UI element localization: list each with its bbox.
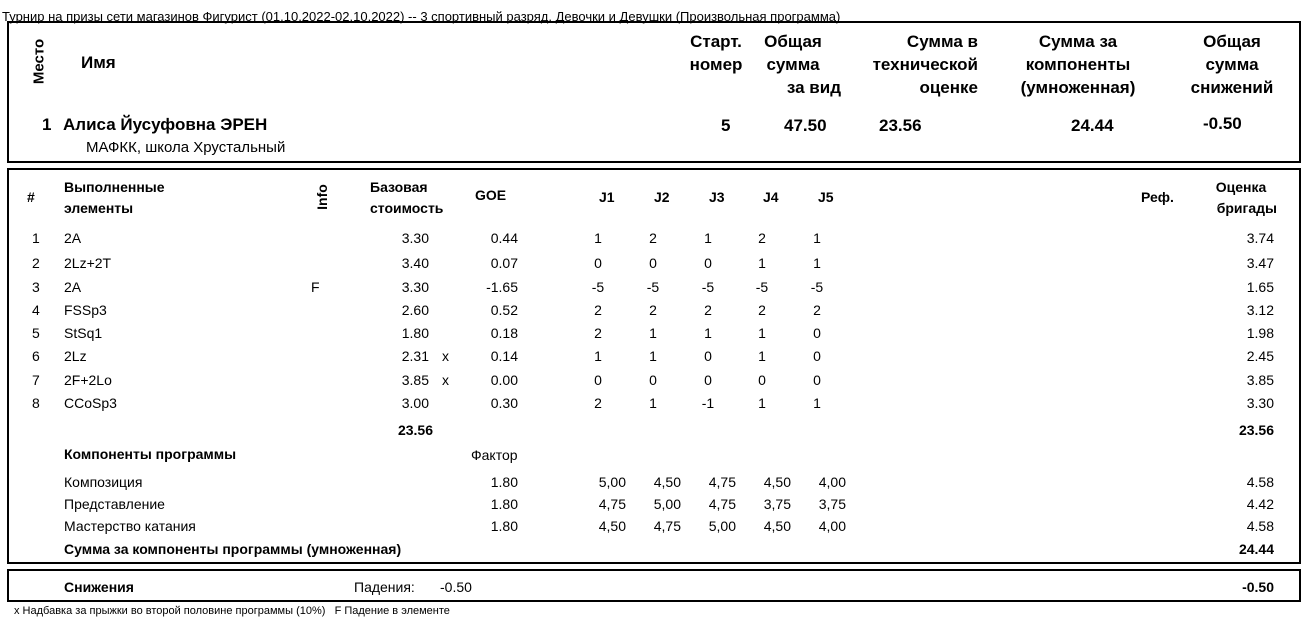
- element-goe: 0.52: [490, 302, 518, 318]
- element-judge-score: 2: [758, 230, 766, 246]
- skater-place: 1: [42, 115, 52, 134]
- component-factor: 1.80: [490, 474, 518, 490]
- element-judge-score: 0: [594, 255, 602, 271]
- col-j4-header: J4: [763, 189, 779, 205]
- element-judge-score: 1: [813, 395, 821, 411]
- element-judge-score: 1: [813, 230, 821, 246]
- col-elements-line2: элементы: [64, 200, 134, 216]
- component-panel-score: 4.58: [1246, 474, 1274, 490]
- skater-total-score: 47.50: [784, 116, 827, 135]
- col-tech-header: [855, 30, 978, 99]
- element-base-value: 3.30: [401, 279, 429, 295]
- col-base-header: [370, 177, 443, 219]
- component-judge-score: 4,50: [653, 474, 681, 490]
- element-judge-score: 2: [649, 302, 657, 318]
- falls-value: -0.50: [440, 579, 472, 595]
- col-tech-line1: Сумма в: [906, 32, 978, 51]
- component-judge-score: 3,75: [818, 496, 846, 512]
- skater-tes: 23.56: [879, 116, 922, 135]
- components-sum-label: Сумма за компоненты программы (умноженная): [64, 541, 402, 557]
- element-judge-score: 1: [594, 230, 602, 246]
- component-judge-score: 4,75: [598, 496, 626, 512]
- skater-club: МАФКК, школа Хрустальный: [86, 139, 286, 156]
- element-number: 5: [32, 325, 40, 341]
- element-judge-score: -5: [755, 279, 769, 295]
- deductions-label: Снижения: [64, 579, 134, 595]
- element-judge-score: -5: [591, 279, 605, 295]
- element-goe: 0.30: [490, 395, 518, 411]
- element-goe: 0.14: [490, 348, 518, 364]
- component-judge-score: 4,50: [763, 474, 791, 490]
- col-total-line3: за вид: [786, 78, 841, 97]
- element-panel-score: 1.98: [1246, 325, 1274, 341]
- col-elements-header: [64, 177, 165, 219]
- col-base-line1: Базовая: [370, 179, 428, 195]
- element-name: 2F+2Lo: [64, 372, 112, 388]
- element-judge-score: 2: [649, 230, 657, 246]
- col-j1-header: J1: [599, 189, 615, 205]
- component-panel-score: 4.42: [1246, 496, 1274, 512]
- element-judge-score: -5: [646, 279, 660, 295]
- element-name: 2A: [64, 279, 82, 295]
- element-number: 7: [32, 372, 40, 388]
- deductions-box: [7, 569, 1301, 602]
- factor-header: Фактор: [471, 447, 518, 463]
- base-value-total: 23.56: [397, 422, 433, 438]
- col-info-header: Info: [314, 184, 330, 210]
- element-judge-score: 1: [813, 255, 821, 271]
- component-name: Представление: [64, 496, 165, 512]
- element-number: 1: [32, 230, 40, 246]
- element-info: F: [311, 279, 320, 295]
- element-judge-score: -1: [701, 395, 715, 411]
- element-judge-score: 1: [649, 348, 657, 364]
- element-number: 6: [32, 348, 40, 364]
- element-judge-score: 0: [813, 325, 821, 341]
- col-score-line2: бригады: [1216, 200, 1277, 216]
- element-judge-score: 0: [813, 348, 821, 364]
- falls-label: Падения:: [354, 579, 415, 595]
- col-comp-line2: компоненты: [1025, 55, 1131, 74]
- col-tech-line2: технической: [872, 55, 978, 74]
- element-judge-score: 1: [594, 348, 602, 364]
- element-judge-score: 1: [649, 395, 657, 411]
- element-base-value: 3.00: [401, 395, 429, 411]
- col-ded-line3: снижений: [1190, 78, 1274, 97]
- col-j2-header: J2: [654, 189, 670, 205]
- event-header: Турнир на призы сети магазинов Фигурист (01.10.2022-02.10.2022) -- 3 спортивный разряд, Девочки и Девушки (Произвольная программа): [2, 9, 841, 24]
- element-judge-score: 0: [758, 372, 766, 388]
- skater-deductions: -0.50: [1203, 114, 1242, 133]
- element-judge-score: 1: [649, 325, 657, 341]
- element-judge-score: 1: [704, 230, 712, 246]
- element-score-total: 23.56: [1238, 422, 1274, 438]
- skater-name: Алиса Йусуфовна ЭРЕН: [63, 115, 268, 134]
- skater-start-number: 5: [721, 116, 731, 135]
- element-base-value: 3.30: [401, 230, 429, 246]
- element-judge-score: 0: [704, 255, 712, 271]
- element-bonus-flag: x: [442, 372, 449, 388]
- col-base-line2: стоимость: [370, 200, 444, 216]
- col-ref-header: Реф.: [1141, 189, 1174, 205]
- col-j5-header: J5: [818, 189, 834, 205]
- element-goe: -1.65: [486, 279, 518, 295]
- component-judge-score: 4,50: [763, 518, 791, 534]
- col-ded-line1: Общая: [1203, 32, 1261, 51]
- footnote: x Надбавка за прыжки во второй половине программы (10%) F Падение в элементе: [14, 605, 450, 617]
- element-goe: 0.18: [490, 325, 518, 341]
- col-number-header: #: [27, 189, 35, 205]
- component-judge-score: 4,75: [708, 474, 736, 490]
- component-judge-score: 5,00: [598, 474, 626, 490]
- col-comp-header: [1010, 30, 1146, 99]
- col-place-header: Место: [30, 38, 48, 85]
- element-number: 2: [32, 255, 40, 271]
- col-name-header: Имя: [81, 53, 116, 72]
- element-panel-score: 3.74: [1246, 230, 1274, 246]
- component-judge-score: 4,75: [653, 518, 681, 534]
- deductions-total: -0.50: [1242, 579, 1274, 595]
- element-panel-score: 3.85: [1246, 372, 1274, 388]
- col-comp-line1: Сумма за: [1038, 32, 1118, 51]
- col-ded-header: [1184, 30, 1280, 99]
- col-elements-line1: Выполненные: [64, 179, 165, 195]
- component-judge-score: 5,00: [708, 518, 736, 534]
- col-start-line2: номер: [689, 55, 743, 74]
- element-name: CCoSp3: [64, 395, 117, 411]
- element-judge-score: 0: [704, 348, 712, 364]
- component-factor: 1.80: [490, 518, 518, 534]
- element-number: 3: [32, 279, 40, 295]
- component-judge-score: 4,50: [598, 518, 626, 534]
- col-score-header: [1197, 177, 1285, 219]
- element-panel-score: 3.47: [1246, 255, 1274, 271]
- element-base-value: 2.60: [401, 302, 429, 318]
- component-name: Мастерство катания: [64, 518, 196, 534]
- element-goe: 0.00: [490, 372, 518, 388]
- element-goe: 0.44: [490, 230, 518, 246]
- element-judge-score: 2: [594, 325, 602, 341]
- element-judge-score: 0: [594, 372, 602, 388]
- element-panel-score: 1.65: [1246, 279, 1274, 295]
- element-judge-score: 2: [758, 302, 766, 318]
- component-judge-score: 4,00: [818, 474, 846, 490]
- element-name: 2A: [64, 230, 82, 246]
- col-start-line1: Старт.: [690, 32, 742, 51]
- element-judge-score: 0: [649, 255, 657, 271]
- col-goe-header: GOE: [475, 187, 507, 203]
- element-bonus-flag: x: [442, 348, 449, 364]
- element-name: 2Lz: [64, 348, 87, 364]
- col-ded-line2: сумма: [1205, 55, 1259, 74]
- element-judge-score: 1: [758, 348, 766, 364]
- element-goe: 0.07: [490, 255, 518, 271]
- element-name: StSq1: [64, 325, 103, 341]
- element-panel-score: 3.12: [1246, 302, 1274, 318]
- element-number: 4: [32, 302, 40, 318]
- element-judge-score: 2: [813, 302, 821, 318]
- element-judge-score: 1: [758, 325, 766, 341]
- element-judge-score: 0: [704, 372, 712, 388]
- element-panel-score: 2.45: [1246, 348, 1274, 364]
- element-judge-score: 2: [704, 302, 712, 318]
- col-score-line1: Оценка: [1215, 179, 1267, 195]
- element-number: 8: [32, 395, 40, 411]
- element-base-value: 1.80: [401, 325, 429, 341]
- element-base-value: 3.85: [401, 372, 429, 388]
- element-judge-score: 0: [649, 372, 657, 388]
- col-total-line2: сумма: [766, 55, 820, 74]
- element-judge-score: 1: [704, 325, 712, 341]
- component-name: Композиция: [64, 474, 143, 490]
- component-panel-score: 4.58: [1246, 518, 1274, 534]
- components-sum-value: 24.44: [1238, 541, 1274, 557]
- element-name: FSSp3: [64, 302, 107, 318]
- element-judge-score: -5: [810, 279, 824, 295]
- element-base-value: 2.31: [401, 348, 429, 364]
- component-judge-score: 3,75: [763, 496, 791, 512]
- col-j3-header: J3: [709, 189, 725, 205]
- components-title: Компоненты программы: [64, 446, 237, 462]
- component-judge-score: 4,00: [818, 518, 846, 534]
- col-total-header: [745, 30, 841, 99]
- element-judge-score: 2: [594, 395, 602, 411]
- element-judge-score: 1: [758, 255, 766, 271]
- element-name: 2Lz+2T: [64, 255, 112, 271]
- element-base-value: 3.40: [401, 255, 429, 271]
- component-judge-score: 5,00: [653, 496, 681, 512]
- element-judge-score: 2: [594, 302, 602, 318]
- component-judge-score: 4,75: [708, 496, 736, 512]
- col-total-line1: Общая: [764, 32, 822, 51]
- element-panel-score: 3.30: [1246, 395, 1274, 411]
- component-factor: 1.80: [490, 496, 518, 512]
- element-judge-score: -5: [701, 279, 715, 295]
- col-comp-line3: (умноженная): [1020, 78, 1136, 97]
- col-tech-line3: оценке: [919, 78, 978, 97]
- element-judge-score: 1: [758, 395, 766, 411]
- element-judge-score: 0: [813, 372, 821, 388]
- skater-pcs: 24.44: [1071, 116, 1114, 135]
